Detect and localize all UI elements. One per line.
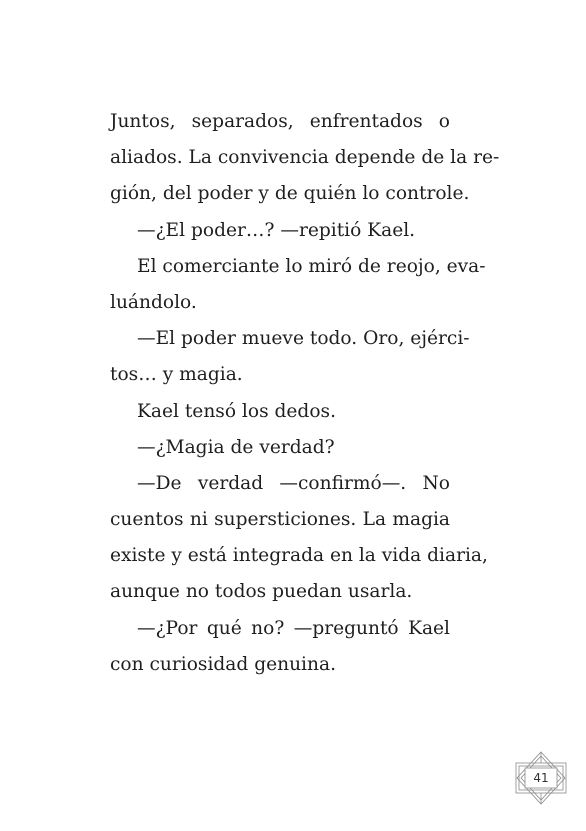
text-line: —¿El poder…? —repitió Kael. — [137, 219, 416, 241]
text-line: Kael tensó los dedos. — [137, 400, 336, 422]
text-line: —El poder mueve todo. Oro, ejérci- — [137, 328, 470, 350]
text-line: —De verdad —confirmó—. No — [137, 472, 450, 494]
text-line: gión, del poder y de quién lo controle. — [110, 183, 470, 205]
text-line: El comerciante lo miró de reojo, eva- — [137, 255, 486, 277]
text-line: —¿Por qué no? —preguntó Kael — [137, 617, 450, 639]
text-line: existe y está integrada en la vida diaria, — [110, 545, 488, 567]
body-text — [110, 104, 500, 683]
text-line: cuentos ni supersticiones. La magia — [110, 509, 450, 531]
text-line: —¿Magia de verdad? — [137, 436, 335, 458]
text-line: aunque no todos puedan usarla. — [110, 581, 413, 603]
text-line: aliados. La convivencia depende de la re- — [110, 147, 500, 169]
text-line: tos… y magia. — [110, 364, 243, 386]
page-number: 41 — [533, 771, 549, 785]
page-number-ornament — [510, 750, 572, 806]
text-line: con curiosidad genuina. — [110, 653, 336, 675]
text-line: luándolo. — [110, 291, 197, 313]
text-line: Juntos, separados, enfrentados o — [110, 111, 450, 132]
